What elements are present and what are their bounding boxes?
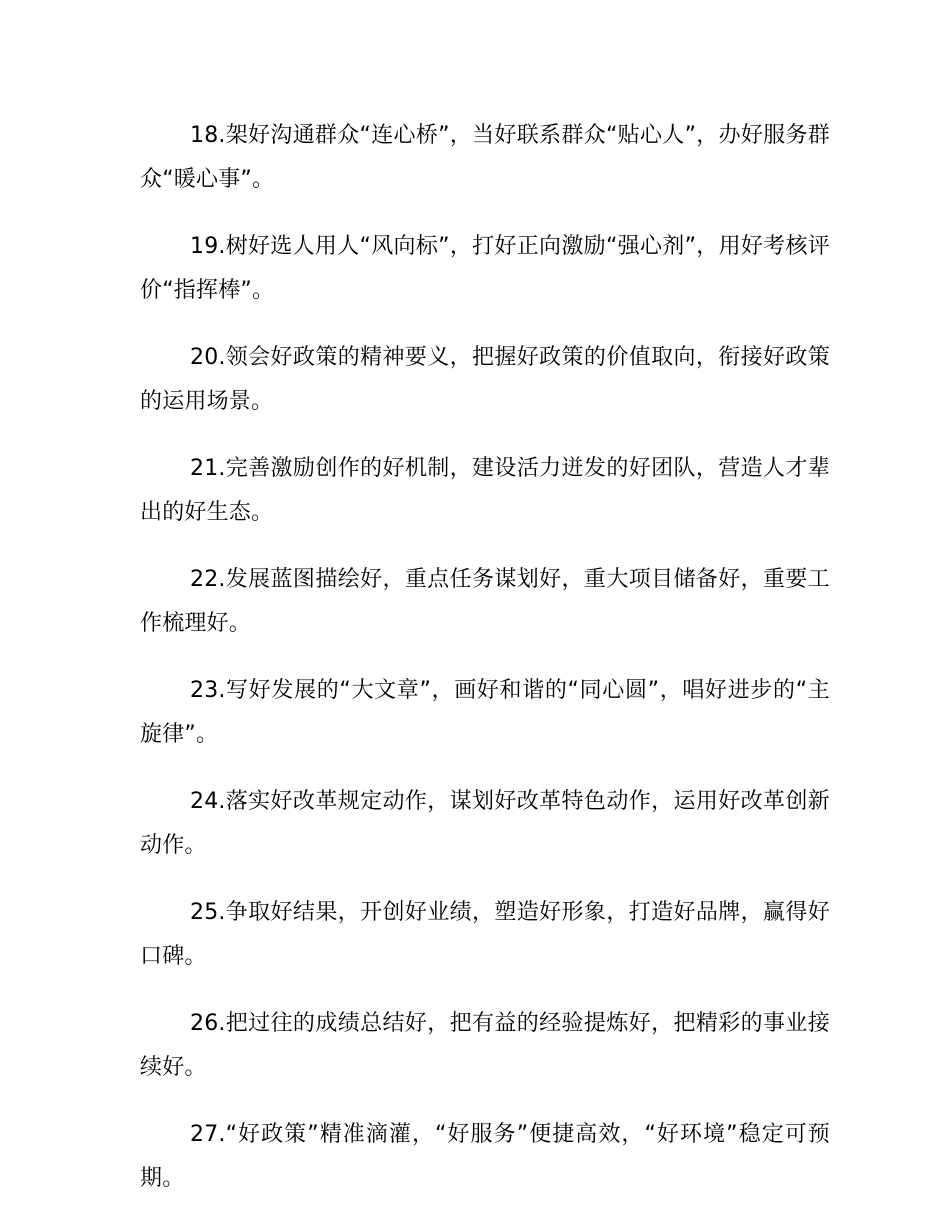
paragraph-23: 23.写好发展的“大文章”，画好和谐的“同心圆”，唱好进步的“主旋律”。 <box>140 678 830 747</box>
paragraph-25: 25.争取好结果，开创好业绩，塑造好形象，打造好品牌，赢得好口碑。 <box>140 900 830 969</box>
paragraph-22: 22.发展蓝图描绘好，重点任务谋划好，重大项目储备好，重要工作梳理好。 <box>140 567 830 636</box>
paragraph-21: 21.完善激励创作的好机制，建设活力迸发的好团队，营造人才辈出的好生态。 <box>140 456 830 525</box>
paragraph-24: 24.落实好改革规定动作，谋划好改革特色动作，运用好改革创新动作。 <box>140 789 830 858</box>
paragraph-20: 20.领会好政策的精神要义，把握好政策的价值取向，衔接好政策的运用场景。 <box>140 345 830 414</box>
paragraph-26: 26.把过往的成绩总结好，把有益的经验提炼好，把精彩的事业接续好。 <box>140 1011 830 1080</box>
paragraph-19: 19.树好选人用人“风向标”，打好正向激励“强心剂”，用好考核评价“指挥棒”。 <box>140 234 830 303</box>
document-body <box>140 114 830 1224</box>
paragraph-27: 27.“好政策”精准滴灌，“好服务”便捷高效，“好环境”稳定可预期。 <box>140 1122 830 1191</box>
paragraph-18: 18.架好沟通群众“连心桥”，当好联系群众“贴心人”，办好服务群众“暖心事”。 <box>140 123 830 192</box>
